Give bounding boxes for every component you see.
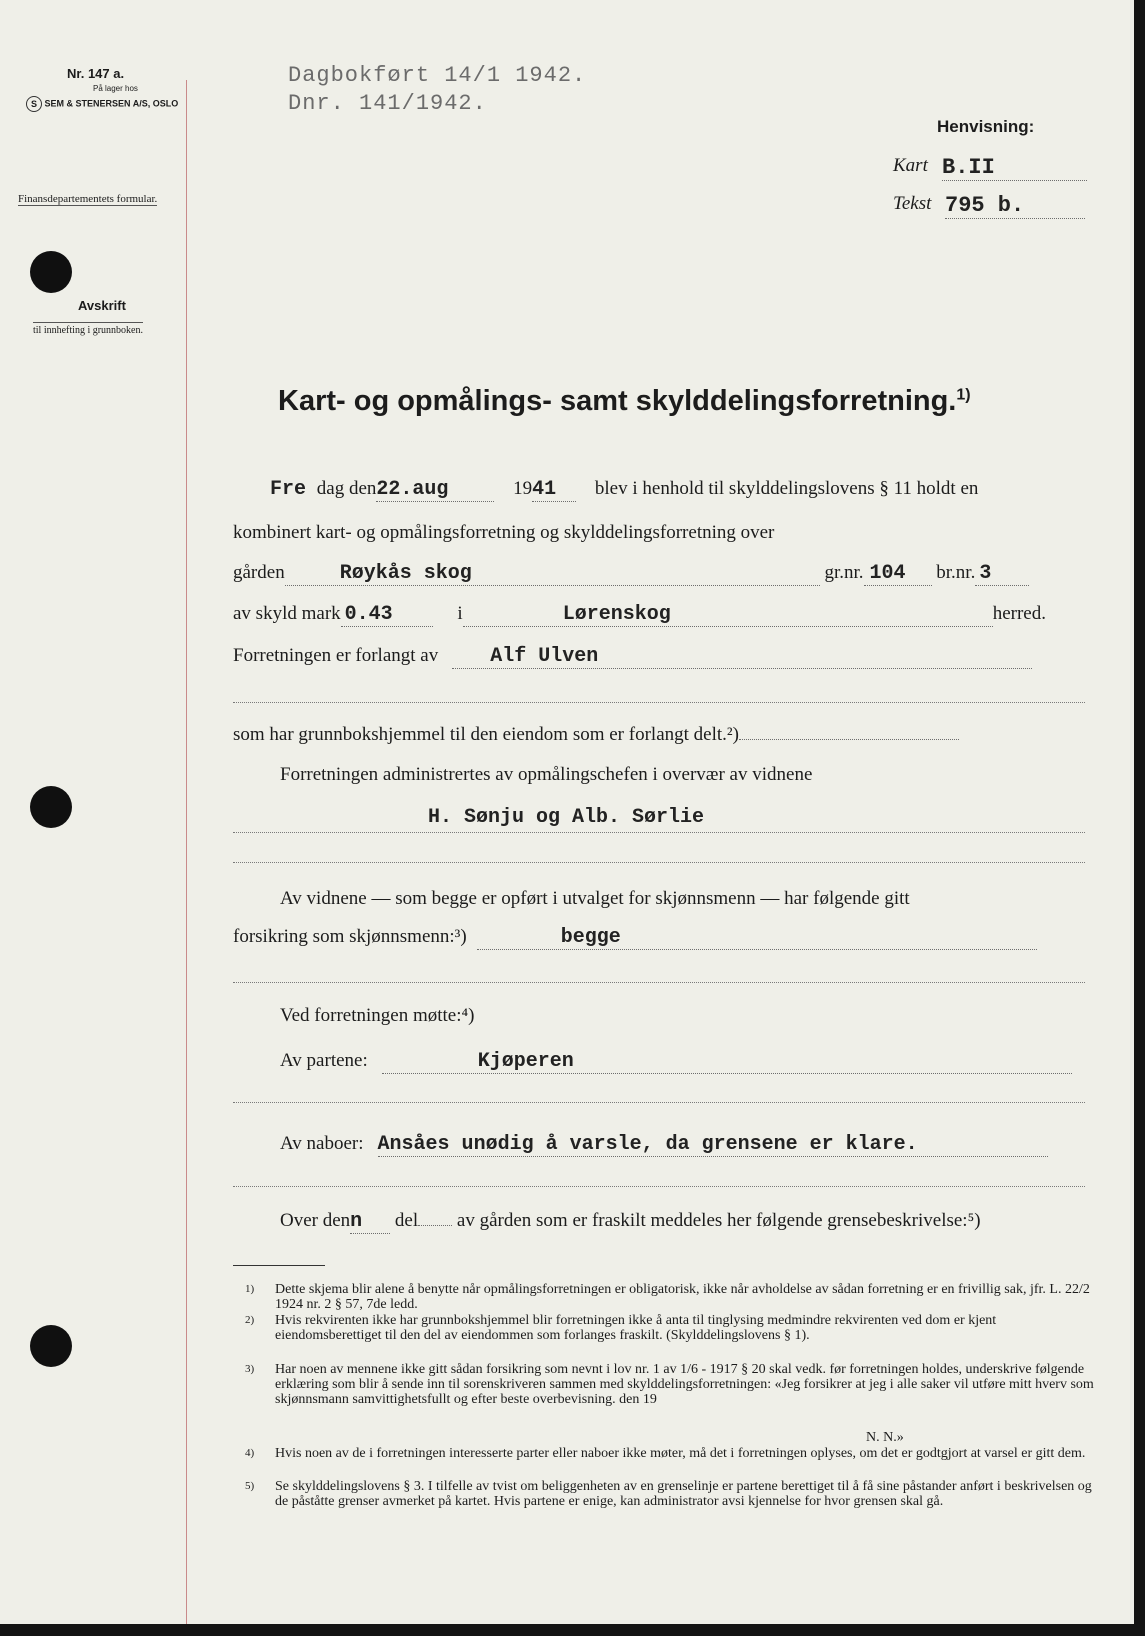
neighbours-fill: Ansåes unødig å varsle, da grensene er klare.: [378, 1133, 1048, 1157]
margin-rule: [186, 80, 187, 1624]
kart-label: Kart: [893, 155, 928, 176]
footnote-4: [245, 1446, 1095, 1461]
line-farm: [233, 562, 1029, 586]
farm-label: gården: [233, 562, 285, 583]
weekday-fill: Fre: [270, 478, 307, 501]
year-fill: 41: [532, 478, 576, 502]
footnote-num: 1): [245, 1283, 255, 1295]
line-requester: [233, 645, 1032, 669]
brnr-label: br.nr.: [936, 562, 976, 583]
parties-label: Av partene:: [280, 1050, 368, 1071]
boundary-del: del: [394, 1210, 419, 1231]
punch-hole: [30, 251, 72, 293]
witnesses-fill: H. Sønju og Alb. Sørlie: [428, 806, 705, 829]
footnote-text: Hvis rekvirenten ikke har grunnbokshjemmel blir forretningen ikke å anta til tinglysing medmindre rekvirenten ved dom er kjent eiendomsberettiget til den del av eiendommen som forlanges fraskilt. (Skylddelingslovens § 1).: [275, 1313, 997, 1343]
line-grunnbok: [233, 724, 1085, 746]
requester-fill: Alf Ulven: [452, 645, 1032, 669]
assurance-fill: begge: [477, 926, 1037, 950]
line-witnesses-oath: Av vidnene — som begge er opført i utvalget for skjønnsmenn — har følgende gitt: [280, 888, 910, 909]
farm-fill: Røykås skog: [285, 562, 820, 586]
tekst-label: Tekst: [893, 193, 932, 214]
kart-value: B.II: [942, 155, 1087, 181]
punch-hole: [30, 786, 72, 828]
form-issuer: Finansdepartementets formular.: [18, 193, 158, 205]
supplier-line: På lager hos: [93, 84, 138, 93]
footnote-5: [245, 1479, 1095, 1509]
blank-line: [233, 982, 1085, 983]
grunnbok-text: som har grunnbokshjemmel til den eiendom som er forlangt delt.²): [233, 724, 739, 745]
requester-label: Forretningen er forlangt av: [233, 645, 439, 666]
brnr-fill: 3: [975, 562, 1029, 586]
footnote-2: [245, 1313, 1095, 1343]
boundary-del-fill: [418, 1211, 452, 1226]
neighbours-label: Av naboer:: [280, 1133, 364, 1154]
line-kombinert: kombinert kart- og opmålingsforretning og skylddelingsforretning over: [233, 522, 775, 543]
footnote-text: Dette skjema blir alene å benytte når opmålingsforretningen er obligatorisk, ikke når avholdelse av sådan forretning er en frivillig sak, jfr. L. 22/2 1924 nr. 2 § 57, 7de ledd.: [275, 1282, 1090, 1312]
parties-fill: Kjøperen: [382, 1050, 1072, 1074]
footnote-num: 4): [245, 1447, 255, 1459]
boundary-label: Over den: [280, 1210, 351, 1231]
weekday-label: dag den: [316, 478, 377, 499]
registry-stamp-line2: Dnr. 141/1942.: [288, 91, 487, 116]
line-assurance: [233, 926, 1037, 950]
line-witnesses-intro: Forretningen administrertes av opmålingschefen i overvær av vidnene: [280, 764, 813, 785]
footnote-3: [245, 1362, 1095, 1407]
blank-line: [233, 862, 1085, 863]
blank-line: [233, 1102, 1085, 1103]
title-footnote-ref: 1): [956, 386, 971, 404]
line-boundary: [280, 1210, 981, 1234]
footnote-3-signature: N. N.»: [866, 1430, 904, 1445]
line1-text: blev i henhold til skylddelingslovens § 11 holdt en: [594, 478, 979, 499]
blank-line: [233, 1186, 1085, 1187]
grnr-label: gr.nr.: [824, 562, 864, 583]
footnote-text: Har noen av mennene ikke gitt sådan forsikring som nevnt i lov nr. 1 av 1/6 - 1917 § 20 skal vedk. før forretningen holdes, underskrive følgende erklæring som blir å sende inn til sorenskriveren sammen med skylddelingsforretningen: «Jeg forsikrer at jeg i alle saker vil utføre mitt hverv som skjønnsmann samvittighetsfullt og efter beste overbevisning. den 19: [275, 1362, 1094, 1407]
line-attendance: Ved forretningen møtte:⁴): [280, 1005, 475, 1026]
registry-stamp-line1: Dagbokført 14/1 1942.: [288, 63, 587, 88]
printer-logo-icon: S: [26, 96, 42, 112]
tekst-value: 795 b.: [945, 193, 1085, 219]
line-neighbours: [280, 1133, 1048, 1157]
assurance-label: forsikring som skjønnsmenn:³): [233, 926, 467, 947]
grunnbok-fill: [739, 725, 959, 740]
boundary-fill: n: [350, 1210, 390, 1234]
copy-sub: til innhefting i grunnboken.: [33, 322, 143, 336]
skyld-i: i: [457, 603, 463, 624]
reference-heading: Henvisning:: [937, 117, 1035, 136]
copy-label: Avskrift: [78, 298, 126, 313]
skyld-label: av skyld mark: [233, 603, 341, 624]
footnote-num: 3): [245, 1363, 255, 1375]
municipality-fill: Lørenskog: [463, 603, 993, 627]
footnote-text: Hvis noen av de i forretningen interesserte parter eller naboer ikke møter, må det i forretningen oplyses, om det er godtgjort at varsel er gitt dem.: [275, 1446, 1086, 1461]
herred-label: herred.: [992, 603, 1046, 624]
document-title: Kart- og opmålings- samt skylddelingsforretning.: [278, 385, 957, 417]
punch-hole: [30, 1325, 72, 1367]
form-number: Nr. 147 a.: [67, 66, 125, 81]
line-parties: [280, 1050, 1072, 1074]
skyld-fill: 0.43: [341, 603, 433, 627]
footnote-text: Se skylddelingslovens § 3. I tilfelle av tvist om beliggenheten av en grenselinje er partene berettiget til å få sine påstander anført i beskrivelsen og de påståtte grenser avmerket på kartet. Hvis partene er enige, kan administrator avsi kjennelse for hvor grensen skal gå.: [275, 1479, 1092, 1509]
kart-field: [942, 155, 1092, 181]
grnr-fill: 104: [864, 562, 932, 586]
line-date: [270, 478, 978, 502]
blank-line: [233, 832, 1085, 833]
blank-line: [233, 702, 1085, 703]
footnote-rule: [233, 1265, 325, 1266]
supplier-name-row: [26, 96, 178, 112]
footnote-1: [245, 1282, 1095, 1312]
footnote-num: 2): [245, 1314, 255, 1326]
date-fill: 22.aug: [376, 478, 494, 502]
line-skyld: [233, 603, 1046, 627]
year-prefix: 19: [513, 478, 533, 499]
footnote-num: 5): [245, 1480, 255, 1492]
tekst-field: [945, 193, 1090, 219]
document-title-row: [278, 385, 971, 418]
boundary-text: av gården som er fraskilt meddeles her følgende grensebeskrivelse:⁵): [456, 1210, 981, 1231]
supplier-name: SEM & STENERSEN A/S, OSLO: [44, 98, 179, 109]
